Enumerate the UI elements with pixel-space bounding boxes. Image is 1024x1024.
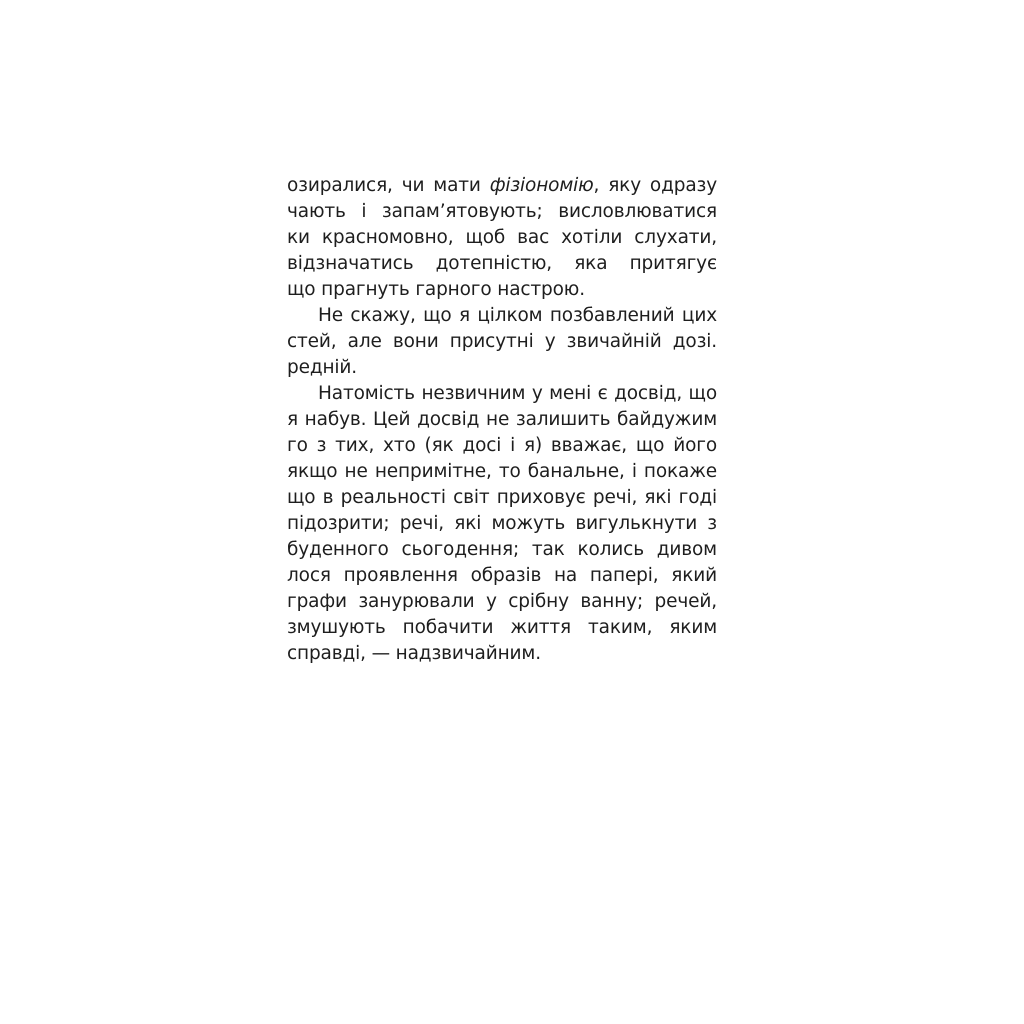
paragraph xyxy=(287,303,717,381)
italic-term: фізіономію xyxy=(489,175,594,196)
text-line: підозрити; речі, які можуть вигулькнути з xyxy=(287,513,717,534)
paragraph xyxy=(287,173,717,303)
text-line: я набув. Цей досвід не залишить байдужим xyxy=(287,409,717,430)
text-line: Не скажу, що я цілком позбавлений цих xyxy=(318,305,717,326)
text-line: чають і запам’ятовують; висловлюватися xyxy=(287,201,717,222)
text-line: стей, але вони присутні у звичайній дозі. xyxy=(287,331,717,352)
text-line: якщо не непримітне, то банальне, і покаже xyxy=(287,461,717,482)
text-line: змушують побачити життя таким, яким xyxy=(287,617,717,638)
paragraph xyxy=(287,381,717,667)
text-line: Натомість незвичним у мені є досвід, що xyxy=(318,383,717,404)
text-line: що прагнуть гарного настрою. xyxy=(287,279,585,300)
text-line: редній. xyxy=(287,357,358,378)
body-text xyxy=(287,173,717,667)
text-line: ки красномовно, щоб вас хотіли слухати, xyxy=(287,227,717,248)
text-line: справді, — надзвичайним. xyxy=(287,643,541,664)
text-line: лося проявлення образів на папері, який xyxy=(287,565,717,586)
text-line: озиралися, чи мати фізіономію, яку одразу xyxy=(287,175,717,196)
text-line: го з тих, хто (як досі і я) вважає, що його xyxy=(287,435,717,456)
text-line: графи занурювали у срібну ванну; речей, xyxy=(287,591,717,612)
text-line: буденного сьогодення; так колись дивом xyxy=(287,539,717,560)
text-line: що в реальності світ приховує речі, які годі xyxy=(287,487,717,508)
text-line: відзначатись дотепністю, яка притягує xyxy=(287,253,717,274)
